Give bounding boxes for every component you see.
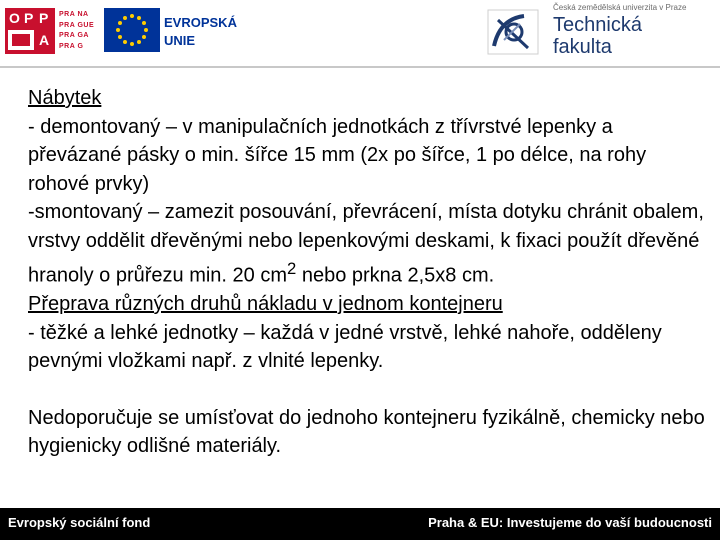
opp-grid-row: PRA NA [59, 11, 89, 18]
heading-furniture: Nábytek [28, 87, 102, 109]
footer-bar [0, 508, 720, 540]
paragraph-assembled-text: -smontovaný – zamezit posouvání, převrácení, místa dotyku chránit obalem, vrstvy oddělit dřevěnými nebo lepenkovými deskami, k fixaci použít dřevěné hranoly o průřezu min. 20 cm [28, 201, 704, 287]
opp-letter-p2: P [39, 10, 49, 26]
opp-grid-row: PRA GA [59, 32, 89, 39]
opp-letter-a: A [39, 32, 50, 48]
footer-left-text: Evropský sociální fond [8, 515, 151, 530]
eu-logo-text [164, 14, 237, 50]
faculty-title [553, 14, 642, 58]
paragraph-spacer [28, 376, 708, 404]
paragraph-assembled [28, 198, 708, 290]
opp-letter-o: O [9, 10, 20, 26]
opp-logo-grid [59, 10, 101, 54]
opp-letter-p1: P [24, 10, 34, 26]
slide-body [28, 84, 708, 461]
eu-logo-line2: UNIE [164, 33, 196, 48]
faculty-title-line2: fakulta [553, 36, 612, 58]
superscript-two: 2 [287, 259, 297, 278]
eu-logo-line1: EVROPSKÁ [164, 15, 237, 30]
paragraph-heavy-light: - těžké a lehké jednotky – každá v jedné vrstvě, lehké nahoře, odděleny pevnými vložkami např. z vlnité lepenky. [28, 321, 662, 373]
paragraph-not-recommended: Nedoporučuje se umísťovat do jednoho kontejneru fyzikálně, chemicky nebo hygienicky odlišné materiály. [28, 406, 705, 458]
paragraph-assembled-end: nebo prkna 2,5x8 cm. [296, 264, 495, 287]
header-bar [0, 0, 720, 66]
opp-grid-row: PRA GUE [59, 21, 95, 29]
footer-right-text: Praha & EU: Investujeme do vaší budoucnosti [428, 515, 712, 530]
opp-logo-mark [5, 8, 55, 54]
heading-mixed-cargo: Přeprava různých druhů nákladu v jednom kontejneru [28, 293, 503, 316]
faculty-emblem-icon [484, 6, 542, 58]
header-divider [0, 66, 720, 68]
paragraph-disassembled: - demontovaný – v manipulačních jednotkách z třívrstvé lepenky a převázané pásky o min. šířce 15 mm (2x po šířce, 1 po délce, na rohy rohové prvky) [28, 115, 647, 195]
opp-grid-row: PRA G [59, 42, 84, 50]
eu-flag-icon [104, 8, 160, 52]
opp-praha-logo [5, 8, 101, 54]
faculty-title-line1: Technická [553, 14, 642, 36]
university-name: Česká zemědělská univerzita v Praze [553, 3, 687, 12]
